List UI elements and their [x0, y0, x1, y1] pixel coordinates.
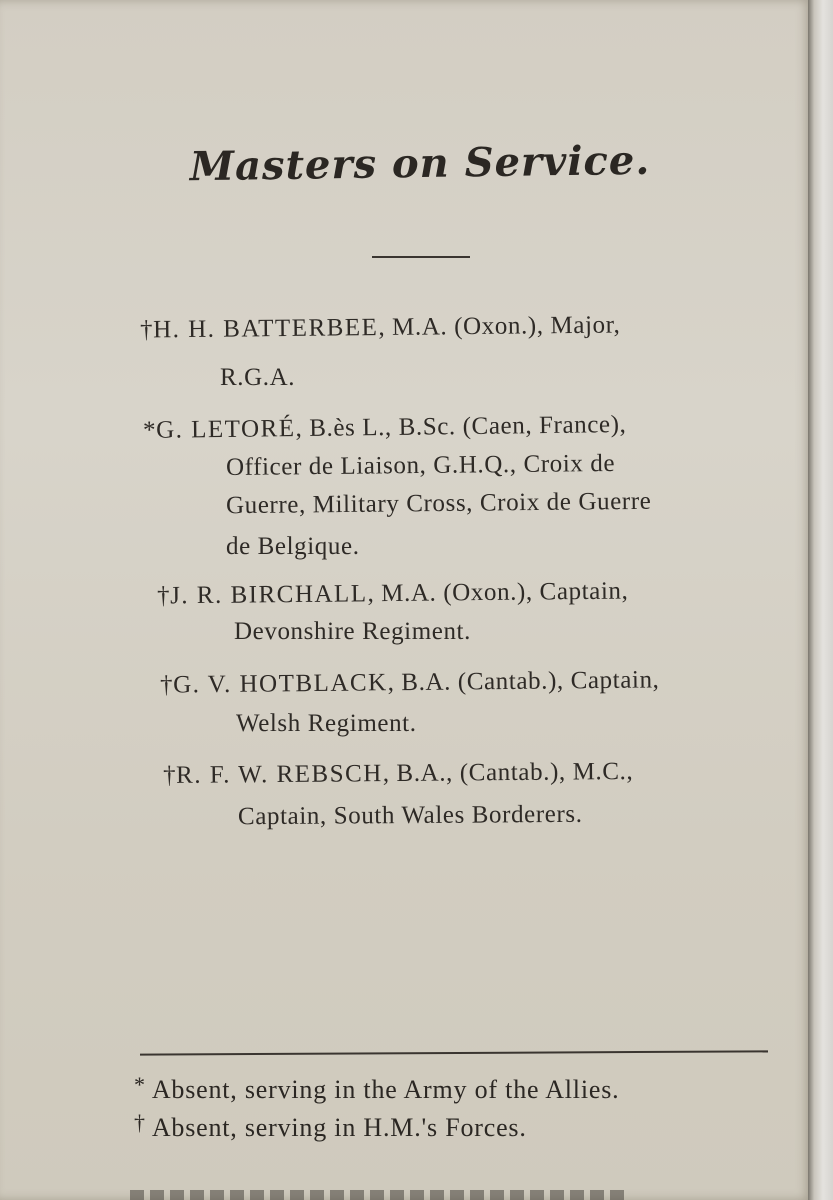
entry-name: R. F. W. REBSCH [175, 760, 383, 789]
entry-mark: † [162, 761, 177, 790]
page-edge [808, 0, 833, 1200]
entry-line [163, 758, 634, 790]
footnote-text: Absent, serving in H.M.'s Forces. [151, 1113, 527, 1142]
entry-details: , B.ès L., B.Sc. (Caen, France), [295, 411, 627, 443]
page-title: Masters on Service. [189, 136, 651, 191]
entry-mark: † [159, 671, 174, 699]
entry-continuation: Guerre, Military Cross, Croix de Guerre [225, 487, 652, 520]
footnote-divider [140, 1050, 768, 1055]
entry-details: , B.A. (Cantab.), Captain, [387, 666, 660, 697]
entry-line [143, 411, 627, 445]
bleed-through-line [130, 1190, 630, 1200]
entry-name: J. R. BIRCHALL [169, 580, 368, 610]
entry-line [160, 666, 660, 699]
footnote-mark: † [134, 1110, 146, 1135]
entry-mark: † [156, 582, 171, 610]
entry-continuation: Captain, South Wales Borderers. [237, 800, 583, 831]
footnote [134, 1072, 619, 1105]
entry-mark: * [142, 416, 157, 444]
entry-details: , M.A. (Oxon.), Captain, [367, 577, 629, 608]
entry-continuation: Devonshire Regiment. [234, 618, 471, 645]
entry-continuation: R.G.A. [220, 364, 296, 391]
entry-continuation: de Belgique. [226, 533, 360, 560]
entry-mark: † [139, 316, 154, 344]
entry-continuation: Welsh Regiment. [236, 710, 417, 737]
entry-line [157, 578, 629, 611]
footnote [134, 1110, 527, 1143]
entry-continuation: Officer de Liaison, G.H.Q., Croix de [225, 449, 616, 482]
entry-line [140, 311, 621, 344]
entry-name: G. LETORÉ [155, 415, 296, 444]
entry-details: , M.A. (Oxon.), Major, [378, 311, 621, 342]
footnote-mark: * [134, 1072, 146, 1097]
entry-name: G. V. HOTBLACK [172, 669, 388, 699]
entry-details: , B.A., (Cantab.), M.C., [382, 757, 634, 788]
entry-name: H. H. BATTERBEE [152, 314, 379, 344]
footnote-text: Absent, serving in the Army of the Allies. [151, 1075, 620, 1104]
